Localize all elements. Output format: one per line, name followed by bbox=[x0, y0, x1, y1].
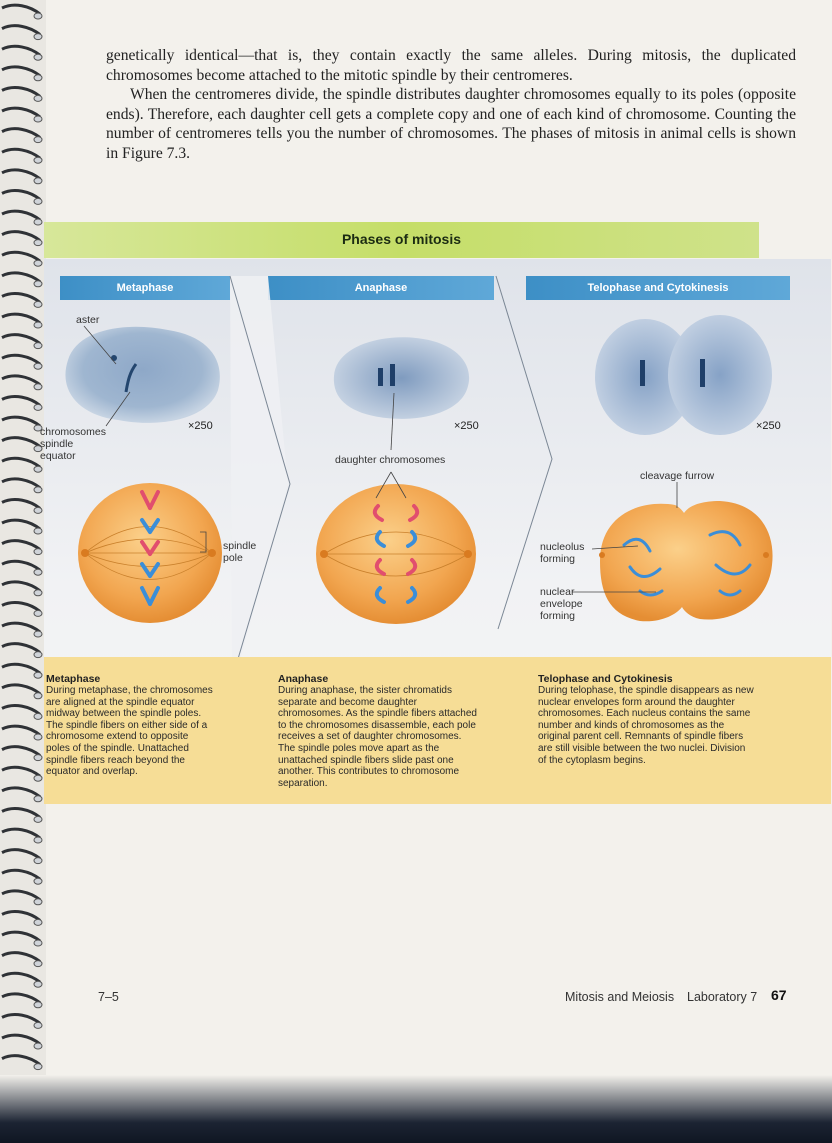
description-metaphase-heading: Metaphase bbox=[46, 673, 101, 685]
paragraph-2: When the centromeres divide, the spindle distributes daughter chromosomes equally to its poles (opposite ends). Therefore, each daughter cell gets a complete copy and one of each kind of chromosome. Counting the number of centromeres tells you the number of chromosomes. The phases of mitosis in animal cells is shown in Figure 7.3. bbox=[106, 86, 796, 162]
page-bottom-shadow bbox=[0, 1075, 832, 1143]
footer-left: 7–5 bbox=[98, 990, 119, 1004]
paragraph-1: genetically identical—that is, they contain exactly the same alleles. During mitosis, the duplicated chromosomes become attached to the mitotic spindle by their centromeres. bbox=[106, 47, 796, 84]
label-spindle-pole-1: spindle bbox=[223, 540, 257, 552]
description-telophase bbox=[538, 673, 756, 766]
label-daughter-chromosomes: daughter chromosomes bbox=[335, 454, 446, 466]
label-chromosomes: chromosomes bbox=[40, 426, 106, 438]
description-anaphase bbox=[278, 673, 478, 789]
label-nuclear-2: envelope bbox=[540, 598, 583, 610]
description-metaphase bbox=[46, 673, 214, 778]
label-aster: aster bbox=[76, 314, 100, 326]
description-anaphase-text: During anaphase, the sister chromatids separate and become daughter chromosomes. As the spindle fibers attached to the chromosomes disassemble, each pole receives a set of daughter chromosomes. The spindle poles move apart as the unattached spindle fibers slide past one another. This contributes to chromosome separation. bbox=[278, 685, 477, 789]
description-metaphase-text: During metaphase, the chromosomes are aligned at the spindle equator midway between the spindle poles. The spindle fibers on either side of a chromosome extend to opposite poles of the spindle. Unattached spindle fibers reach beyond the equator and overlap. bbox=[46, 685, 213, 778]
tab-anaphase: Anaphase bbox=[268, 276, 494, 300]
description-telophase-heading: Telophase and Cytokinesis bbox=[538, 673, 673, 685]
label-nucleolus-2: forming bbox=[540, 553, 576, 565]
footer-lab: Laboratory 7 bbox=[687, 990, 758, 1004]
magnification-anaphase: ×250 bbox=[454, 420, 479, 432]
label-spindle-pole-2: pole bbox=[223, 552, 243, 564]
label-nuclear-1: nuclear bbox=[540, 586, 575, 598]
tab-metaphase: Metaphase bbox=[60, 276, 230, 300]
label-equator: equator bbox=[40, 450, 76, 462]
label-cleavage-furrow: cleavage furrow bbox=[640, 470, 715, 482]
figure-title: Phases of mitosis bbox=[341, 231, 462, 247]
magnification-metaphase: ×250 bbox=[188, 420, 213, 432]
body-text bbox=[106, 46, 796, 163]
magnification-telophase: ×250 bbox=[756, 420, 781, 432]
footer-chapter: Mitosis and Meiosis bbox=[565, 990, 675, 1004]
figure-title-band bbox=[44, 222, 759, 258]
description-anaphase-heading: Anaphase bbox=[278, 673, 329, 685]
textbook-page bbox=[40, 0, 832, 1143]
page-number-text: 67 bbox=[771, 987, 787, 1003]
page-number bbox=[771, 987, 787, 1003]
tab-telophase: Telophase and Cytokinesis bbox=[526, 276, 790, 300]
label-spindle: spindle bbox=[40, 438, 74, 450]
label-nucleolus-1: nucleolus bbox=[540, 541, 585, 553]
description-telophase-text: During telophase, the spindle disappears as new nuclear envelopes form around the daughter chromosomes. Each nucleus contains the same number and kinds of chromosomes as the original parent cell. Remnants of spindle fibers are still visible between the two nuclei. Division of the cytoplasm begins. bbox=[538, 685, 754, 766]
label-nuclear-3: forming bbox=[540, 610, 576, 622]
